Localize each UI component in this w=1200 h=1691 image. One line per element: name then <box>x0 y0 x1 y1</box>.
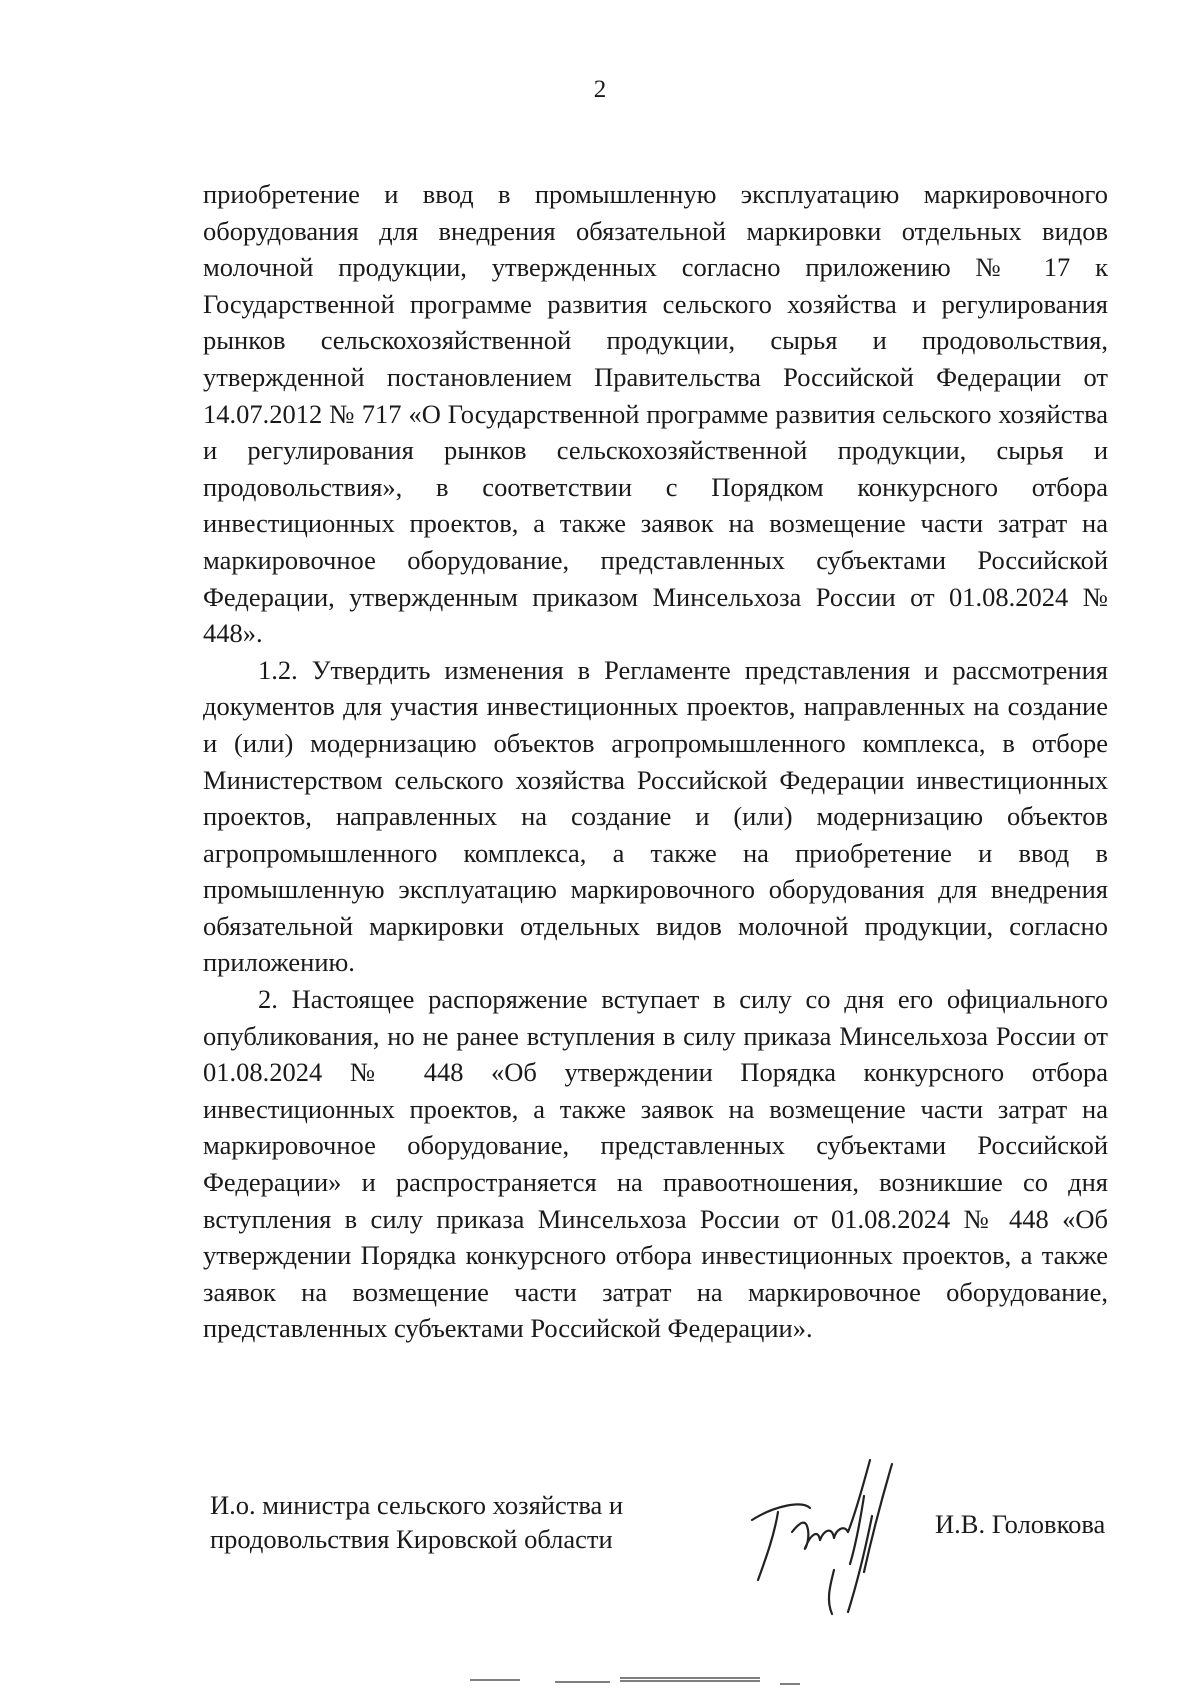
page-number: 2 <box>593 76 607 103</box>
scan-bottom-edge <box>0 1672 1200 1691</box>
paragraph-continuation: приобретение и ввод в промышленную эксплуатацию маркировочного оборудования для внедрения обязательной маркировки отдельных видов молочной продукции, утвержденных согласно приложению № 17 к Государственной программе развития сельского хозяйства и регулирования рынков сельскохозяйственной продукции, сырья и продовольствия, утвержденной постановлением Правительства Российской Федерации от 14.07.2012 № 717 «О Государственной программе развития сельского хозяйства и регулирования рынков сельскохозяйственной продукции, сырья и продовольствия», в соответствии с Порядком конкурсного отбора инвестиционных проектов, а также заявок на возмещение части затрат на маркировочное оборудование, представленных субъектами Российской Федерации, утвержденным приказом Минсельхоза России от 01.08.2024 № 448». <box>203 179 1108 649</box>
paragraph-2: 2. Настоящее распоряжение вступает в силу со дня его официального опубликования, но не ранее вступления в силу приказа Минсельхоза России от 01.08.2024 № 448 «Об утверждении Порядка конкурсного отбора инвестиционных проектов, а также заявок на возмещение части затрат на маркировочное оборудование, представленных субъектами Российской Федерации» и распространяется на правоотношения, возникшие со дня вступления в силу приказа Минсельхоза России от 01.08.2024 № 448 «Об утверждении Порядка конкурсного отбора инвестиционных проектов, а также заявок на возмещение части затрат на маркировочное оборудование, представленных субъектами Российской Федерации». <box>203 984 1108 1344</box>
signatory-position <box>210 1488 623 1556</box>
signatory-name: И.В. Головкова <box>935 1509 1106 1539</box>
paragraph-1-2: 1.2. Утвердить изменения в Регламенте представления и рассмотрения документов для участия инвестиционных проектов, направленных на создание и (или) модернизацию объектов агропромышленного комплекса, в отборе Министерством сельского хозяйства Российской Федерации инвестиционных проектов, направленных на создание и (или) модернизацию объектов агропромышленного комплекса, а также на приобретение и ввод в промышленную эксплуатацию маркировочного оборудования для внедрения обязательной маркировки отдельных видов молочной продукции, согласно приложению. <box>203 654 1108 978</box>
signatory-position-line-1: И.о. министра сельского хозяйства и <box>210 1490 624 1520</box>
handwritten-signature <box>744 1452 944 1620</box>
document-body <box>203 176 1108 1347</box>
signatory-position-line-2: продовольствия Кировской области <box>210 1524 613 1554</box>
